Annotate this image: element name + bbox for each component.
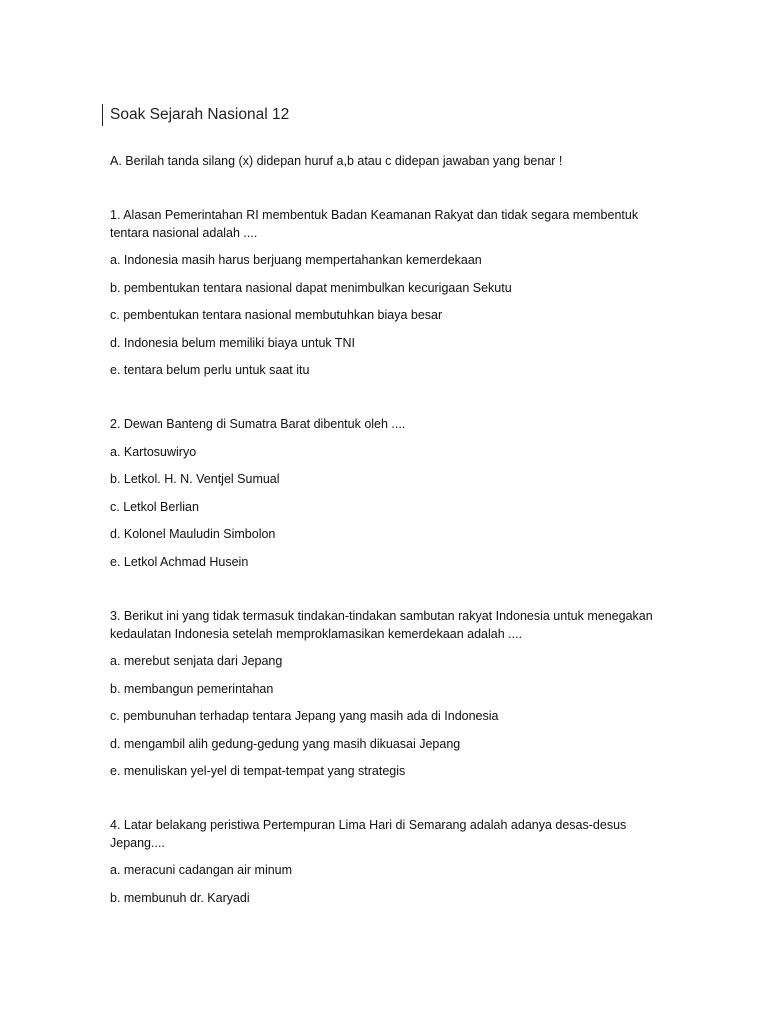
option-e[interactable]: e. tentara belum perlu untuk saat itu	[110, 363, 310, 377]
option-b[interactable]: b. Letkol. H. N. Ventjel Sumual	[110, 472, 280, 486]
question-4	[110, 816, 670, 907]
question-text[interactable]: 1. Alasan Pemerintahan RI membentuk Badan Keamanan Rakyat dan tidak segara membentuk tentara nasional adalah ....	[110, 208, 639, 240]
question-text[interactable]: 2. Dewan Banteng di Sumatra Barat dibentuk oleh ....	[110, 417, 406, 431]
document-title[interactable]: Soak Sejarah Nasional 12	[110, 106, 290, 123]
option-c[interactable]: c. pembunuhan terhadap tentara Jepang yang masih ada di Indonesia	[110, 709, 499, 723]
instruction-text[interactable]: A. Berilah tanda silang (x) didepan huruf a,b atau c didepan jawaban yang benar !	[110, 154, 563, 168]
question-2	[110, 415, 670, 571]
option-a[interactable]: a. meracuni cadangan air minum	[110, 863, 293, 877]
question-text[interactable]: 4. Latar belakang peristiwa Pertempuran Lima Hari di Semarang adalah adanya desas-desus Jepang....	[110, 818, 627, 850]
option-b[interactable]: b. pembentukan tentara nasional dapat menimbulkan kecurigaan Sekutu	[110, 280, 512, 295]
option-d[interactable]: d. mengambil alih gedung-gedung yang masih dikuasai Jepang	[110, 736, 461, 751]
option-a[interactable]: a. merebut senjata dari Jepang	[110, 654, 283, 668]
option-a[interactable]: a. Indonesia masih harus berjuang mempertahankan kemerdekaan	[110, 253, 482, 267]
text-cursor	[102, 104, 103, 126]
question-1	[110, 206, 670, 379]
option-e[interactable]: e. Letkol Achmad Husein	[110, 554, 249, 569]
option-d[interactable]: d. Indonesia belum memiliki biaya untuk TNI	[110, 335, 356, 350]
option-c[interactable]: c. pembentukan tentara nasional membutuhkan biaya besar	[110, 308, 443, 322]
option-b[interactable]: b. membangun pemerintahan	[110, 681, 274, 696]
option-a[interactable]: a. Kartosuwiryo	[110, 444, 197, 459]
question-text[interactable]: 3. Berikut ini yang tidak termasuk tindakan-tindakan sambutan rakyat Indonesia untuk menegakan kedaulatan Indonesia setelah memproklamasikan kemerdekaan adalah ....	[110, 609, 653, 641]
option-d[interactable]: d. Kolonel Mauludin Simbolon	[110, 527, 276, 541]
question-3	[110, 607, 670, 780]
option-b[interactable]: b. membunuh dr. Karyadi	[110, 890, 250, 905]
option-c[interactable]: c. Letkol Berlian	[110, 499, 199, 514]
option-e[interactable]: e. menuliskan yel-yel di tempat-tempat yang strategis	[110, 764, 406, 778]
